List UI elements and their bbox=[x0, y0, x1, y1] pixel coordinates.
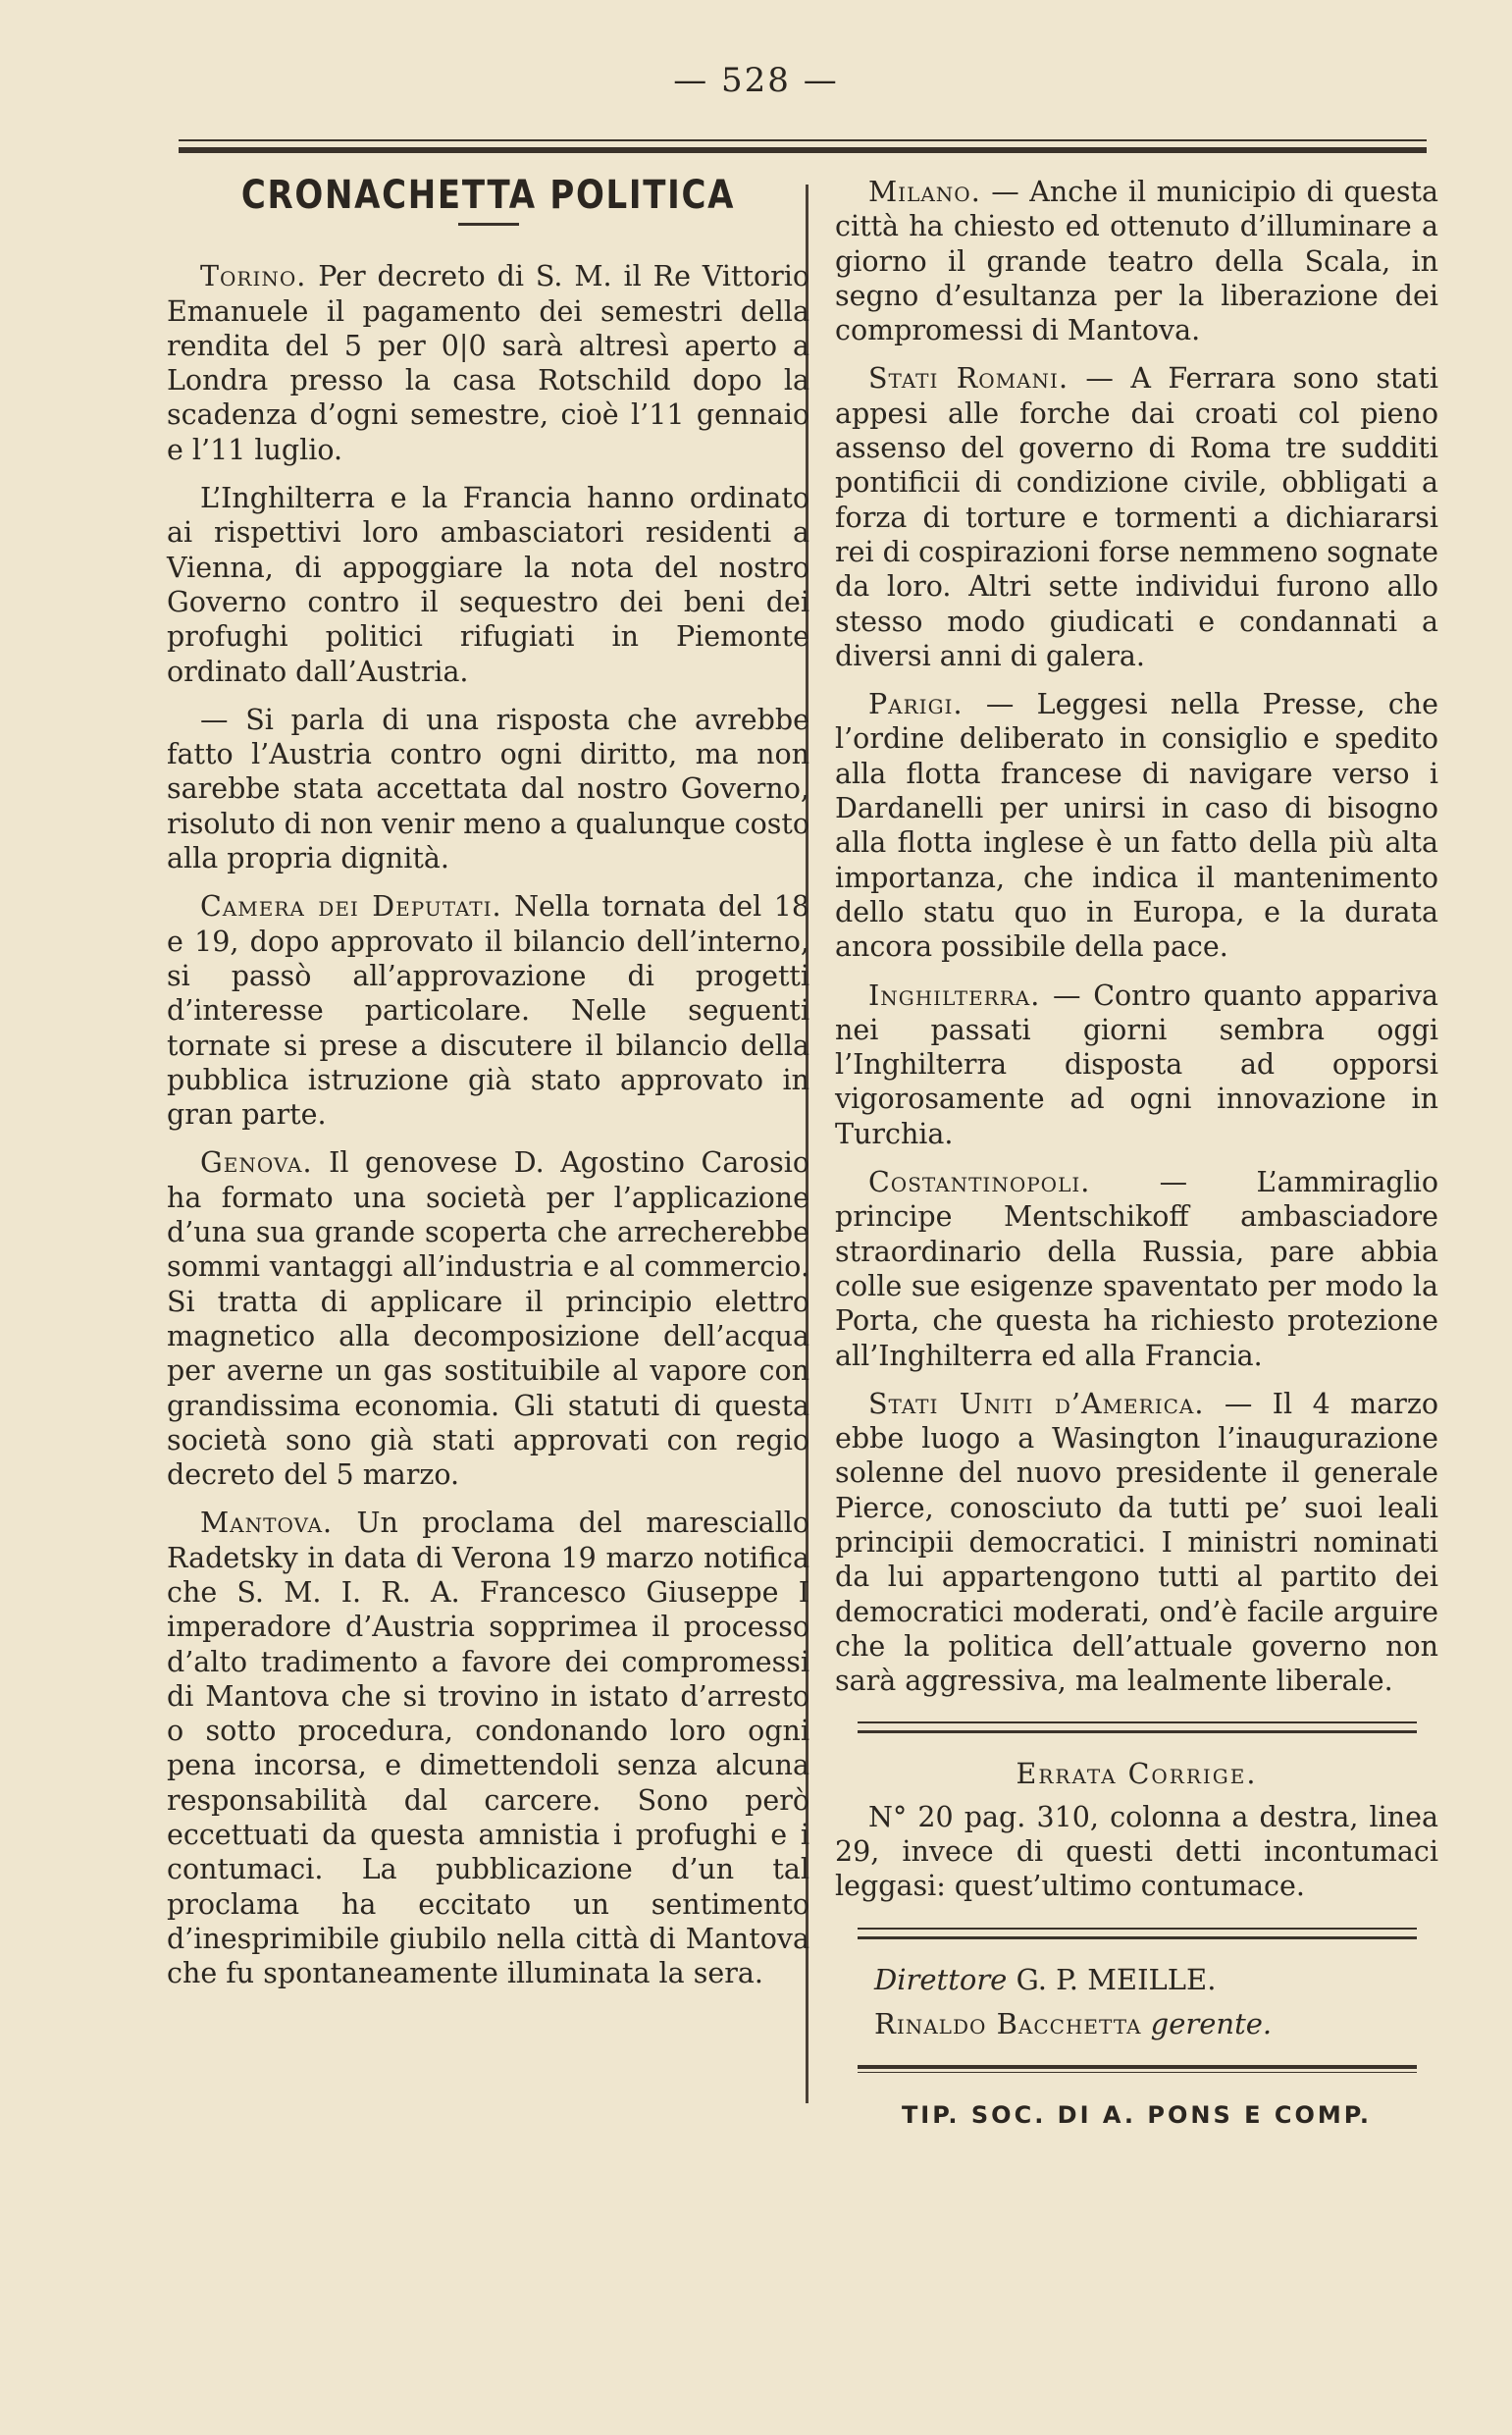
item-lead: Genova. bbox=[200, 1146, 313, 1180]
printer-imprint: TIP. SOC. DI A. PONS E COMP. bbox=[901, 2101, 1373, 2130]
item-lead: Parigi. bbox=[868, 688, 964, 721]
news-item-costantinopoli bbox=[835, 1165, 1438, 1373]
item-text: Un proclama del maresciallo Radetsky in data di Verona 19 marzo notifica che S. M. I. R. A. Francesco Giuseppe I imperadore d’Austria sopprimea il processo d’alto tradimento a favore dei compromessi di Mantova che si trovino in istato d’arresto o sotto procedura, condonando loro ogni pena incorsa, e dimettendoli senza alcuna responsabilità dal carcere. Sono però eccettuati da questa amnistia i profughi e i contumaci. La pubblicazione d’un tal proclama ha eccitato un sentimento d’inesprimibile giubilo nella città di Mantova che fu spontaneamente illuminata la sera. bbox=[167, 1507, 809, 1990]
right-column bbox=[835, 175, 1438, 2134]
item-text: L’Inghilterra e la Francia hanno ordinato ai rispettivi loro ambasciatori residenti a Vienna, di appoggiare la nota del nostro Governo contro il sequestro dei beni dei profughi politici rifugiati in Piemonte ordinato dall’Austria. bbox=[167, 482, 809, 688]
news-item-torino bbox=[167, 259, 809, 467]
printer-separator bbox=[858, 2065, 1417, 2073]
item-text: — Si parla di una risposta che avrebbe fatto l’Austria contro ogni diritto, ma non sarebbe stata accettata dal nostro Governo, risoluto di non venir meno a qualunque costo alla propria dignità. bbox=[167, 703, 809, 875]
item-lead: Milano. bbox=[868, 176, 981, 208]
director-name: G. P. MEILLE. bbox=[1016, 1962, 1217, 1996]
news-item-risposta-austria bbox=[167, 703, 809, 875]
manager-label: gerente. bbox=[1150, 2006, 1273, 2040]
item-text: Per decreto di S. M. il Re Vittorio Emanuele il pagamento dei semestri della rendita del 5 per 0|0 sarà altresì aperto a Londra presso la casa Rotschild dopo la scadenza d’ogni semestre, cioè l’11 gennaio e l’11 luglio. bbox=[167, 260, 809, 466]
item-text: — Leggesi nella Presse, che l’ordine deliberato in consiglio e spedito alla flotta francese di navigare verso i Dardanelli per unirsi in caso di bisogno alla flotta inglese è un fatto della più alta importanza, che indica il mantenimento dello statu quo in Europa, e la durata ancora possibile della pace. bbox=[835, 688, 1438, 964]
page-number: — 528 — bbox=[673, 61, 839, 100]
director-label: Direttore bbox=[874, 1962, 1008, 1996]
item-text: — Contro quanto appariva nei passati giorni sembra oggi l’Inghilterra disposta ad opporsi vigorosamente ad ogni innovazione in Turchia. bbox=[835, 979, 1439, 1150]
item-text: Il genovese D. Agostino Carosio ha formato una società per l’applicazione d’una sua grande scoperta che arrecherebbe sommi vantaggi all’industria e al commercio. Si tratta di applicare il principio elettro magnetico alla decomposizione dell’acqua per averne un gas sostituibile al vapore con grandissima economia. Gli statuti di questa società sono già stati approvati con regio decreto del 5 marzo. bbox=[167, 1146, 809, 1492]
news-item-parigi bbox=[835, 687, 1438, 964]
credits-separator bbox=[858, 1928, 1417, 1939]
item-lead: Camera dei Deputati. bbox=[200, 890, 502, 924]
news-item-mantova bbox=[167, 1506, 809, 1990]
item-lead: Stati Uniti d’America. bbox=[868, 1387, 1205, 1420]
left-column bbox=[167, 175, 809, 2005]
news-item-inghilterra bbox=[835, 979, 1438, 1151]
news-item-stati-uniti bbox=[835, 1387, 1438, 1699]
item-text: — A Ferrara sono stati appesi alle forche dai croati col pieno assenso del governo di Roma tre sudditi pontificii di condizione civile, obbligati a forza di torture e tormenti a dichiararsi rei di cospirazioni forse nemmeno sognate da loro. Altri sette individui furono allo stesso modo giudicati e condannati a diversi anni di galera. bbox=[835, 362, 1438, 672]
item-text: Nella tornata del 18 e 19, dopo approvato il bilancio dell’interno, si passò all’approvazione di progetti d’interesse particolare. Nelle seguenti tornate si prese a discutere il bilancio della pubblica istruzione già stato approvato in gran parte. bbox=[167, 890, 809, 1132]
errata-text: N° 20 pag. 310, colonna a destra, linea 29, invece di questi detti incontumaci leggasi: quest’ultimo contumace. bbox=[835, 1800, 1438, 1903]
item-lead: Stati Romani. bbox=[868, 362, 1069, 396]
errata-heading: Errata Corrige. bbox=[1016, 1758, 1258, 1791]
item-lead: Costantinopoli. bbox=[868, 1166, 1091, 1199]
news-item-stati-romani bbox=[835, 361, 1438, 673]
news-item-milano bbox=[835, 175, 1438, 347]
item-lead: Mantova. bbox=[200, 1507, 334, 1540]
title-rule bbox=[458, 223, 519, 226]
news-item-inghilterra-francia bbox=[167, 481, 809, 689]
director-credit bbox=[874, 1963, 1438, 1997]
item-text: — L’ammiraglio principe Mentschikoff ambasciadore straordinario della Russia, pare abbia colle sue esigenze spaventato per modo la Porta, che questa ha richiesto protezione all’Inghilterra ed alla Francia. bbox=[835, 1166, 1438, 1372]
manager-name: Rinaldo Bacchetta bbox=[874, 2006, 1142, 2040]
section-separator bbox=[858, 1721, 1417, 1733]
item-text: — Anche il municipio di questa città ha chiesto ed ottenuto d’illuminare a giorno il grande teatro della Scala, in segno d’esultanza per la liberazione dei compromessi di Mantova. bbox=[835, 176, 1438, 347]
manager-credit bbox=[874, 2007, 1438, 2041]
section-title: CRONACHETTA POLITICA bbox=[240, 173, 736, 218]
item-text: — Il 4 marzo ebbe luogo a Wasington l’inaugurazione solenne del nuovo presidente il generale Pierce, conosciuto da tutti pe’ suoi leali principii democratici. I ministri nominati da lui appartengono tutti al partito dei democratici moderati, ond’è facile arguire che la politica dell’attuale governo non sarà aggressiva, ma lealmente liberale. bbox=[835, 1387, 1438, 1698]
news-item-camera-deputati bbox=[167, 889, 809, 1132]
item-lead: Torino. bbox=[200, 260, 307, 293]
news-item-genova bbox=[167, 1145, 809, 1492]
top-rule bbox=[179, 139, 1427, 153]
item-lead: Inghilterra. bbox=[868, 979, 1041, 1012]
